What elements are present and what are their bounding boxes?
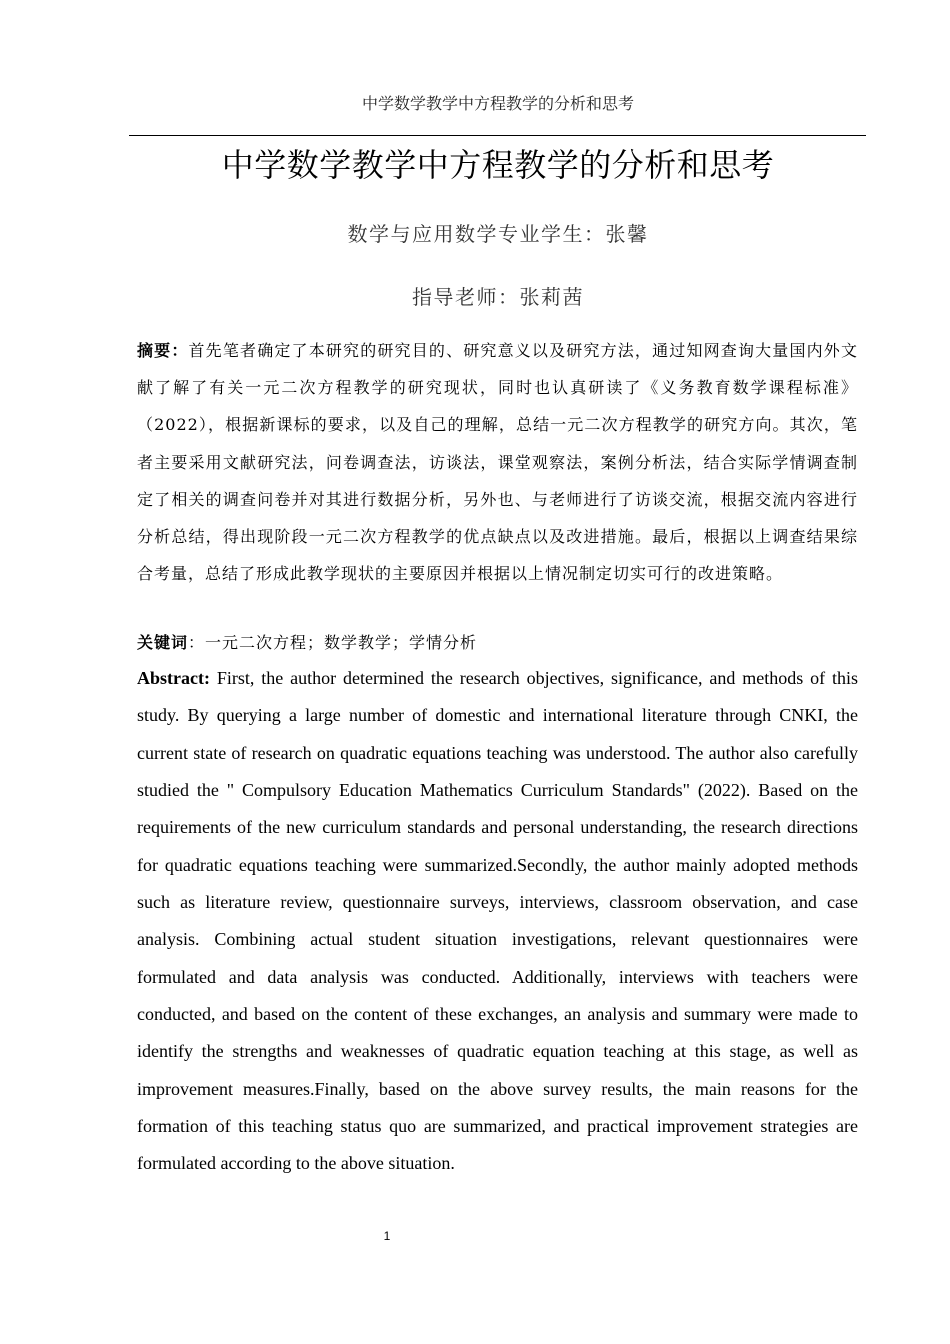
student-name: 数学与应用数学专业学生：张馨 — [347, 222, 649, 246]
abstract-zh-text: 首先笔者确定了本研究的研究目的、研究意义以及研究方法，通过知网查询大量国内外文献了解了有关一元二次方程教学的研究现状，同时也认真研读了《义务教育数学课程标准》（2022），根据新课标的要求，以及自己的理解，总结一元二次方程教学的研究方向。其次，笔者主要采用文献研究法，问卷调查法，访谈法，课堂观察法，案例分析法，结合实际学情调查制定了相关的调查问卷并对其进行数据分析，另外也、与老师进行了访谈交流，根据交流内容进行分析总结，得出现阶段一元二次方程教学的优点缺点以及改进措施。最后，根据以上调查结果综合考量，总结了形成此教学现状的主要原因并根据以上情况制定切实可行的改进策略。 — [137, 341, 858, 584]
keywords — [137, 629, 858, 657]
page-number: 1 — [383, 1229, 391, 1243]
keywords-label: 关键词 — [137, 633, 189, 652]
abstract-en-label: Abstract: — [137, 668, 210, 688]
running-header: 中学数学教学中方程教学的分析和思考 — [361, 94, 634, 113]
abstract-chinese — [137, 332, 858, 592]
abstract-en-text: First, the author determined the research objectives, significance, and methods of this study. By querying a large number of domestic and international literature through CNKI, the current state of research on quadratic equations teaching was understood. The author also carefully studied the " Compulsory Education Mathematics Curriculum Standards" (2022). Based on the requirements of the new curriculum standards and personal understanding, the research directions for quadratic equations teaching were summarized.Secondly, the author mainly adopted methods such as literature review, questionnaire surveys, interviews, classroom observation, and case analysis. Combining actual student situation investigations, relevant questionnaires were formulated and data analysis was conducted. Additionally, interviews with teachers were conducted, and based on the content of these exchanges, an analysis and summary were made to identify the strengths and weaknesses of quadratic equation teaching at this stage, as well as improvement measures.Finally, based on the above survey results, the main reasons for the formation of this teaching status quo are summarized, and practical improvement strategies are formulated according to the above situation. — [137, 668, 858, 1174]
abstract-english — [137, 660, 858, 1183]
paper-title: 中学数学教学中方程教学的分析和思考 — [221, 146, 775, 184]
header-divider — [129, 135, 866, 136]
keywords-text: ：一元二次方程；数学教学；学情分析 — [188, 633, 478, 652]
advisor-name: 指导老师：张莉茜 — [412, 285, 584, 309]
abstract-zh-label: 摘要： — [137, 341, 189, 360]
